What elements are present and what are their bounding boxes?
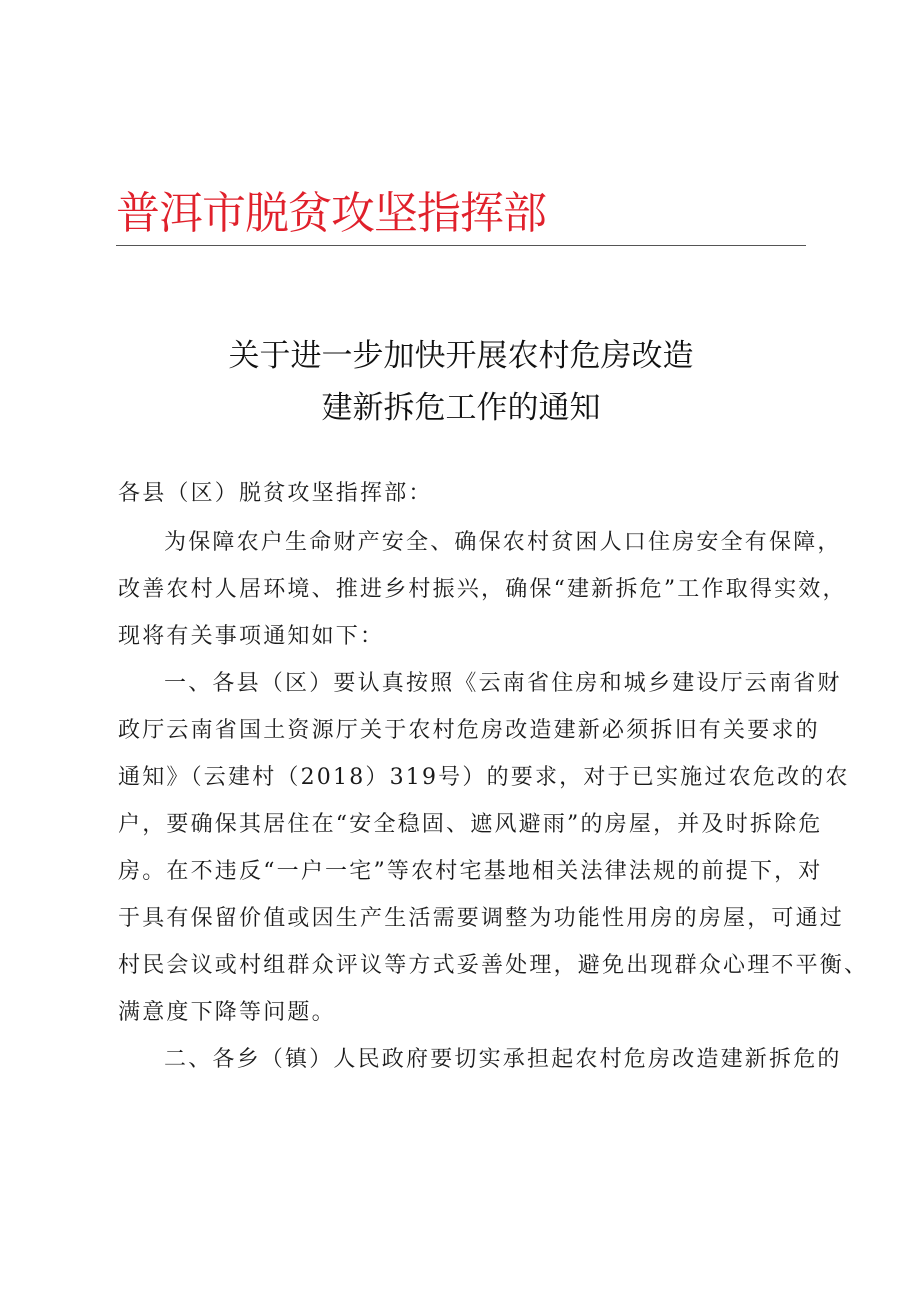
paragraph-3-line-1: 二、各乡（镇）人民政府要切实承担起农村危房改造建新拆危的 (164, 1047, 842, 1072)
paragraph-2-line-4: 户，要确保其居住在“安全稳固、遮风避雨”的房屋，并及时拆除危 (118, 812, 823, 837)
paragraph-1-line-1: 为保障农户生命财产安全、确保农村贫困人口住房安全有保障， (164, 530, 842, 555)
paragraph-2-line-6: 于具有保留价值或因生产生活需要调整为功能性用房的房屋，可通过 (118, 906, 845, 931)
notice-title-line-1: 关于进一步加快开展农村危房改造 (228, 338, 694, 374)
paragraph-2-line-3: 通知》（云建村（2018）319号）的要求，对于已实施过农危改的农 (118, 765, 850, 790)
paragraph-2-line-7: 村民会议或村组群众评议等方式妥善处理，避免出现群众心理不平衡、 (118, 953, 869, 978)
issuing-organization-title: 普洱市脱贫攻坚指挥部 (116, 188, 546, 239)
header-divider-line (116, 245, 806, 246)
paragraph-2-line-2: 政厅云南省国土资源厅关于农村危房改造建新必须拆旧有关要求的 (118, 718, 820, 743)
paragraph-2-line-5: 房。在不违反“一户一宅”等农村宅基地相关法律法规的前提下，对 (118, 859, 823, 884)
paragraph-2-line-1: 一、各县（区）要认真按照《云南省住房和城乡建设厅云南省财 (164, 671, 842, 696)
paragraph-2-line-8: 满意度下降等问题。 (118, 1000, 336, 1025)
notice-title-line-2: 建新拆危工作的通知 (321, 390, 601, 426)
paragraph-1-line-3: 现将有关事项通知如下： (118, 624, 385, 649)
salutation: 各县（区）脱贫攻坚指挥部： (118, 481, 433, 506)
paragraph-1-line-2: 改善农村人居环境、推进乡村振兴，确保“建新拆危”工作取得实效， (118, 577, 847, 602)
